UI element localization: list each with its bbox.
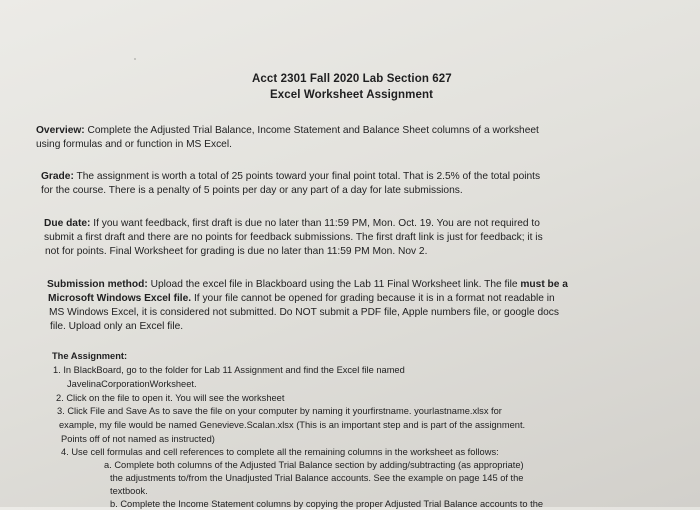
assignment-line: Points off of not named as instructed) (61, 434, 215, 444)
assignment-line: 3. Click File and Save As to save the file on your computer by naming it yourfirstname. yourlastname.xlsx for (57, 406, 502, 416)
doc-title-line1: Acct 2301 Fall 2020 Lab Section 627 (252, 73, 452, 85)
assignment-line: 4. Use cell formulas and cell references to complete all the remaining columns in the worksheet as follows: (61, 447, 499, 457)
assignment-line: 1. In BlackBoard, go to the folder for Lab 11 Assignment and find the Excel file named (53, 365, 405, 375)
submission-line2: Microsoft Windows Excel file. If your file cannot be opened for grading because it is in a format not readable in (48, 293, 555, 304)
grade-line2: for the course. There is a penalty of 5 points per day or any part of a day for late submissions. (41, 185, 463, 196)
overview-label: Overview: (36, 125, 85, 136)
submission-line4: file. Upload only an Excel file. (50, 321, 184, 332)
assignment-line: JavelinaCorporationWorksheet. (67, 379, 197, 389)
assignment-heading: The Assignment: (52, 351, 128, 361)
assignment-line: example, my file would be named Genevieve.Scalan.xlsx (This is an important step and is part of the assignment. (59, 420, 526, 430)
grade-line1: Grade: The assignment is worth a total of 25 points toward your final point total. That is 2.5% of the total points (41, 171, 541, 182)
due-date-line1: Due date: If you want feedback, first draft is due no later than 11:59 PM, Mon. Oct. 19. You are not required to (44, 218, 540, 229)
assignment-line: the adjustments to/from the Unadjusted Trial Balance accounts. See the example on page 145 of the (110, 473, 524, 483)
assignment-line: 2. Click on the file to open it. You will see the worksheet (56, 393, 285, 403)
submission-line1: Submission method: Upload the excel file in Blackboard using the Lab 11 Final Worksheet link. The file must be a (47, 279, 568, 290)
doc-title-line2: Excel Worksheet Assignment (270, 89, 434, 101)
assignment-line: b. Complete the Income Statement columns by copying the proper Adjusted Trial Balance accounts to the (110, 499, 544, 509)
assignment-line: textbook. (110, 486, 148, 496)
due-date-label: Due date: (44, 218, 91, 229)
speck (134, 58, 136, 60)
due-date-line2: submit a first draft and there are no points for feedback submissions. The first draft link is just for feedback; it is (44, 232, 543, 243)
submission-line3: MS Windows Excel, it is considered not submitted. Do NOT submit a PDF file, Apple numbers file, or google docs (49, 307, 559, 318)
assignment-line: a. Complete both columns of the Adjusted Trial Balance section by adding/subtracting (as appropriate) (104, 460, 524, 470)
due-date-line3: not for points. Final Worksheet for grading is due no later than 11:59 PM Mon. Nov 2. (45, 246, 428, 257)
grade-label: Grade: (41, 171, 74, 182)
overview-line1: Overview: Complete the Adjusted Trial Balance, Income Statement and Balance Sheet columns of a worksheet (36, 125, 539, 136)
overview-line2: using formulas and or function in MS Excel. (36, 139, 232, 150)
submission-label: Submission method: (47, 279, 148, 290)
